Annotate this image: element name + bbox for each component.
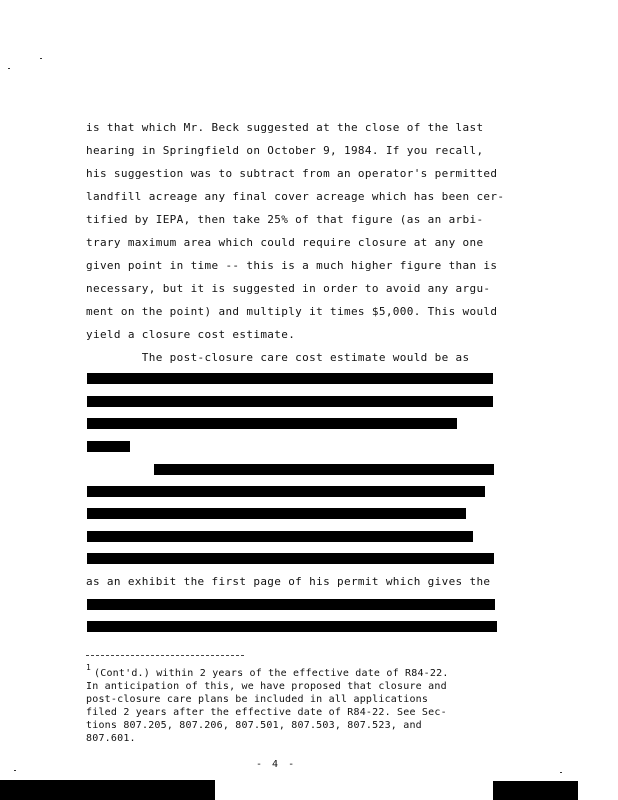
page-number: - 4 -: [256, 759, 297, 770]
redaction-bar: [87, 418, 457, 429]
redaction-bar: [87, 599, 495, 610]
body-line: The post-closure care cost estimate would be as: [86, 351, 470, 364]
redaction-bar: [493, 781, 578, 800]
redaction-bar: [154, 464, 494, 475]
redaction-bar: [87, 486, 485, 497]
footnote-marker: 1: [86, 663, 91, 672]
body-line: tified by IEPA, then take 25% of that figure (as an arbi-: [86, 213, 484, 226]
body-line: ment on the point) and multiply it times $5,000. This would: [86, 305, 498, 318]
body-line: as an exhibit the first page of his permit which gives the: [86, 575, 491, 588]
body-line: hearing in Springfield on October 9, 1984. If you recall,: [86, 144, 484, 157]
footnote-line: filed 2 years after the effective date of R84-22. See Sec-: [86, 707, 447, 718]
redaction-bar: [87, 531, 473, 542]
body-line: his suggestion was to subtract from an operator's permitted: [86, 167, 498, 180]
redaction-bar: [87, 373, 493, 384]
body-line: landfill acreage any final cover acreage which has been cer-: [86, 190, 505, 203]
scan-speck: [560, 772, 562, 773]
footnote-separator: [86, 655, 244, 656]
body-line: given point in time -- this is a much higher figure than is: [86, 259, 498, 272]
footnote-line: In anticipation of this, we have proposed that closure and: [86, 681, 447, 692]
redaction-bar: [87, 621, 497, 632]
redaction-bar: [87, 396, 493, 407]
body-line: necessary, but it is suggested in order to avoid any argu-: [86, 282, 491, 295]
footnote-line: (Cont'd.) within 2 years of the effective date of R84-22.: [94, 668, 449, 679]
footnote-line: 807.601.: [86, 733, 136, 744]
redaction-bar: [87, 553, 494, 564]
body-line: yield a closure cost estimate.: [86, 328, 296, 341]
footnote-line: post-closure care plans be included in all applications: [86, 694, 429, 705]
footnote-line: tions 807.205, 807.206, 807.501, 807.503, 807.523, and: [86, 720, 422, 731]
body-line: trary maximum area which could require closure at any one: [86, 236, 484, 249]
redaction-bar: [87, 508, 466, 519]
body-line: is that which Mr. Beck suggested at the close of the last: [86, 121, 484, 134]
redaction-bar: [87, 441, 130, 452]
redaction-bar: [0, 780, 215, 800]
scan-speck: [40, 58, 42, 59]
scan-speck: [14, 770, 16, 771]
scan-speck: [8, 68, 10, 69]
